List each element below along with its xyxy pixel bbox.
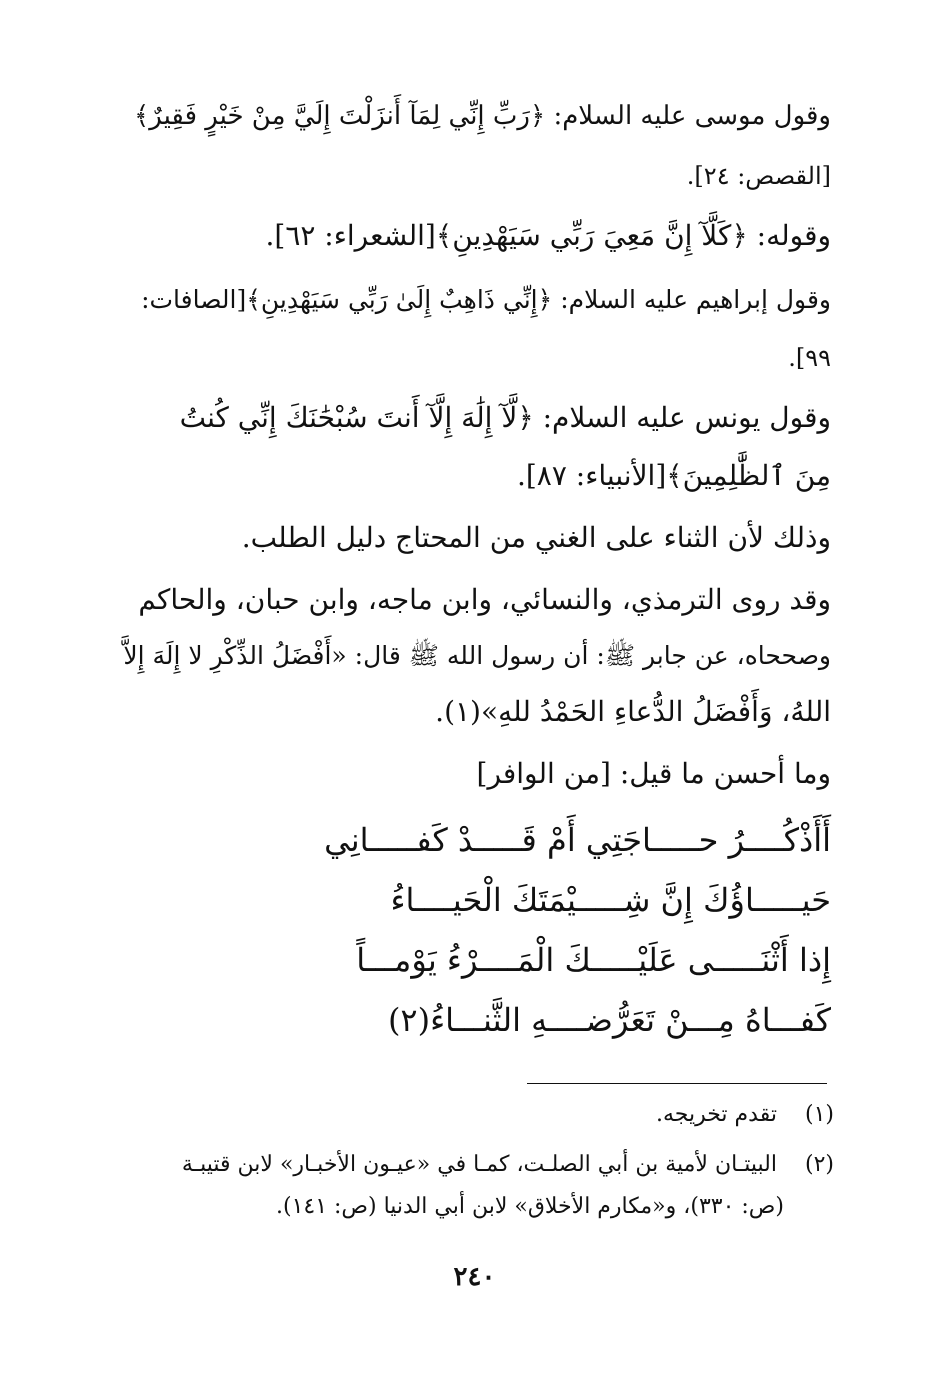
poem-line-2: حَيـــــاؤُكَ إِنَّ شِـــــيْمَتَكَ الْحَيــــاءُ (390, 881, 831, 919)
paragraph-ibrahim-line-2: ٩٩]. (788, 344, 831, 372)
page-number: ٢٤٠ (453, 1262, 496, 1292)
footnote-2-continuation: (ص: ٣٣٠)، و«مكارم الأخلاق» لابن أبي الدنيا (ص: ١٤١). (275, 1194, 784, 1219)
footnote-1-number: (١) (804, 1102, 834, 1127)
paragraph-yunus-line-1: وقول يونس عليه السلام: ﴿لَّآ إِلَٰهَ إِلَّآ أَنتَ سُبْحَٰنَكَ إِنِّي كُنتُ (179, 401, 831, 434)
poem-line-4: كَفـــاهُ مِـــنْ تَعَرُّضــــهِ الثَّنـــاءُ(٢) (387, 1001, 831, 1039)
paragraph-musa-line-3: وقوله: ﴿كَلَّآ إِنَّ مَعِيَ رَبِّي سَيَهْدِينِ﴾[الشعراء: ٦٢]. (265, 219, 831, 252)
poem-line-3: إِذا أَثْنَـــــى عَلَيْـــــكَ الْمَــــرْءُ يَوْمـــاً (356, 941, 831, 979)
footnote-2-text-line-1: البيتـان لأمية بن أبي الصلـت، كمـا في «عيـون الأخبـار» لابن قتيبـة (181, 1152, 777, 1177)
paragraph-hadith-line-3: اللهُ، وَأَفْضَلُ الدُّعاءِ الحَمْدُ للهِ»(١). (435, 695, 831, 728)
paragraph-hadith-line-1: وقد روى الترمذي، والنسائي، وابن ماجه، وابن حبان، والحاكم (138, 583, 831, 616)
poem-line-1: أَأَذْكُــــرُ حـــــاجَتِي أَمْ قَـــــدْ كَفـــــانِي (324, 821, 831, 859)
poem-intro: وما أحسن ما قيل: [من الوافر] (476, 757, 831, 790)
footnote-2 (115, 1148, 834, 1182)
paragraph-musa-line-2: [القصص: ٢٤]. (686, 162, 831, 190)
paragraph-musa-line-1: وقول موسى عليه السلام: ﴿رَبِّ إِنِّي لِمَآ أَنزَلْتَ إِلَيَّ مِنْ خَيْرٍ فَقِيرٌ﴾ (134, 101, 831, 131)
footnote-separator (527, 1083, 827, 1084)
footnote-2-number: (٢) (804, 1152, 834, 1177)
footnote-1-text: تقدم تخريجه. (655, 1102, 777, 1127)
footnote-1 (115, 1098, 834, 1132)
paragraph-reason: وذلك لأن الثناء على الغني من المحتاج دليل الطلب. (241, 521, 831, 554)
paragraph-hadith-line-2: وصححاه، عن جابر ﷺ: أن رسول الله ﷺ قال: «أَفْضَلُ الذِّكْرِ لا إِلَهَ إِلاَّ (123, 641, 831, 670)
paragraph-yunus-line-2: مِنَ ٱلظَّٰلِمِينَ﴾[الأنبياء: ٨٧]. (516, 459, 831, 492)
paragraph-ibrahim-line-1: وقول إبراهيم عليه السلام: ﴿إِنِّي ذَاهِبٌ إِلَىٰ رَبِّي سَيَهْدِينِ﴾[الصافات: (141, 285, 831, 314)
